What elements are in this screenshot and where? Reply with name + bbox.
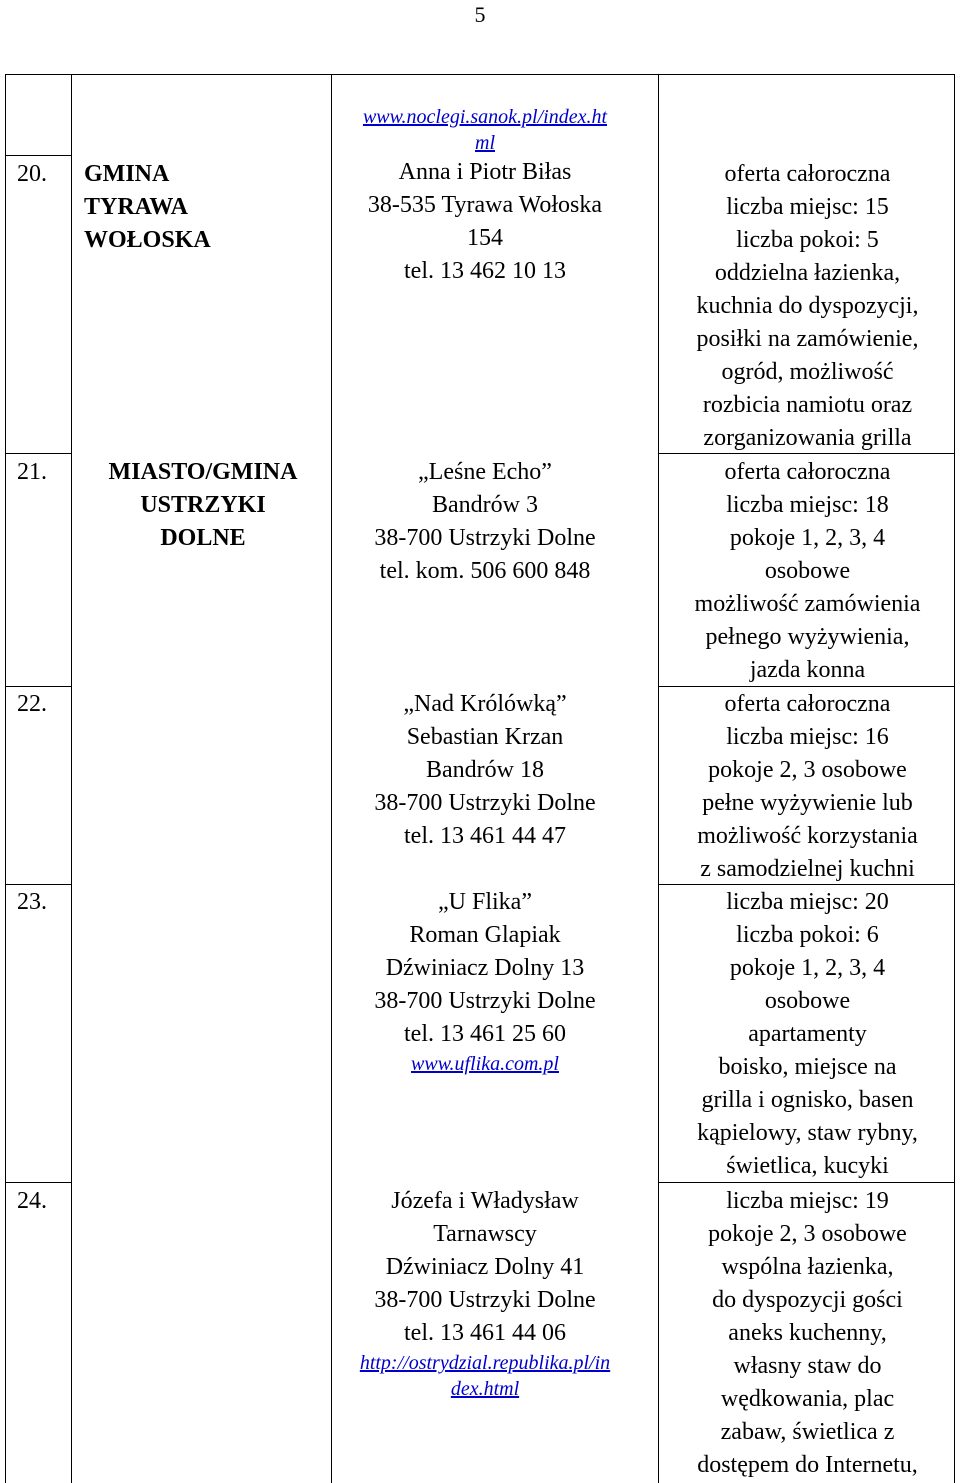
accommodation-address-21 xyxy=(325,456,645,588)
municipality-name-line: USTRZYKI xyxy=(140,492,266,518)
address-line: tel. 13 462 10 13 xyxy=(404,258,566,284)
description-line: liczba miejsc: 19 xyxy=(726,1188,889,1214)
description-line: oferta całoroczna xyxy=(724,459,891,485)
municipality-name-line: DOLNE xyxy=(160,525,246,551)
offer-description-20 xyxy=(665,158,950,455)
row-divider-20-top xyxy=(5,155,71,156)
description-line: zabaw, świetlica z xyxy=(720,1419,895,1445)
description-line: liczba miejsc: 20 xyxy=(726,889,889,915)
description-line: możliwość zamówienia xyxy=(694,591,921,617)
description-line: oddzielna łazienka, xyxy=(714,260,901,286)
description-line: posiłki na zamówienie, xyxy=(696,326,919,352)
description-line: liczba miejsc: 18 xyxy=(726,492,889,518)
municipality-name-tyrawa xyxy=(84,158,211,257)
address-line: Sebastian Krzan xyxy=(406,724,564,750)
description-line: pełne wyżywienie lub xyxy=(702,790,913,816)
description-line: osobowe xyxy=(764,558,851,584)
page-number: 5 xyxy=(474,2,486,27)
description-line: pokoje 1, 2, 3, 4 xyxy=(729,955,886,981)
municipality-name-line: WOŁOSKA xyxy=(84,227,211,253)
address-line: tel. 13 461 44 47 xyxy=(404,823,566,849)
table-border-left xyxy=(5,74,6,1483)
accommodation-address-24 xyxy=(325,1185,645,1402)
description-line: wędkowania, plac xyxy=(720,1386,895,1412)
description-line: do dyspozycji gości xyxy=(712,1287,903,1313)
address-line: Dźwiniacz Dolny 41 xyxy=(385,1254,585,1280)
description-line: oferta całoroczna xyxy=(724,161,891,187)
description-line: apartamenty xyxy=(748,1021,867,1047)
address-line: 38-700 Ustrzyki Dolne xyxy=(374,525,596,551)
address-line: Anna i Piotr Biłas xyxy=(398,159,572,185)
address-line: 38-700 Ustrzyki Dolne xyxy=(374,988,596,1014)
website-link[interactable]: www.noclegi.sanok.pl/index.ht xyxy=(362,106,608,128)
address-line: tel. 13 461 25 60 xyxy=(404,1021,566,1047)
row-number-22: 22. xyxy=(17,691,47,717)
description-line: dostępem do Internetu, xyxy=(697,1452,918,1478)
address-line: Roman Glapiak xyxy=(409,922,561,948)
address-line: Tarnawscy xyxy=(433,1221,537,1247)
description-line: ogród, możliwość xyxy=(721,359,894,385)
description-line: liczba pokoi: 6 xyxy=(736,922,879,948)
address-line: 38-700 Ustrzyki Dolne xyxy=(374,1287,596,1313)
description-line: boisko, miejsce na xyxy=(718,1054,897,1080)
website-link[interactable]: dex.html xyxy=(450,1378,520,1400)
address-line: tel. 13 461 44 06 xyxy=(404,1320,566,1346)
address-line: Dźwiniacz Dolny 13 xyxy=(385,955,585,981)
description-line: pełnego wyżywienia, xyxy=(705,624,910,650)
website-link[interactable]: http://ostrydzial.republika.pl/in xyxy=(359,1352,611,1374)
description-line: pokoje 2, 3 osobowe xyxy=(708,1221,907,1247)
address-line: 154 xyxy=(467,225,503,251)
description-line: możliwość korzystania xyxy=(697,823,918,849)
description-line: pokoje 2, 3 osobowe xyxy=(708,757,907,783)
description-line: jazda konna xyxy=(749,657,866,683)
row-number-21: 21. xyxy=(17,459,47,485)
address-line: 38-535 Tyrawa Wołoska xyxy=(367,192,603,218)
offer-description-23 xyxy=(665,886,950,1183)
address-line: „Leśne Echo” xyxy=(418,459,552,485)
description-line: kuchnia do dyspozycji, xyxy=(696,293,919,319)
row-divider-24 xyxy=(5,1182,71,1183)
column-divider-1 xyxy=(71,74,72,1483)
description-line: osobowe xyxy=(764,988,851,1014)
table-border-top xyxy=(5,74,955,75)
description-line: wspólna łazienka, xyxy=(721,1254,894,1280)
row-number-24: 24. xyxy=(17,1188,47,1214)
description-line: liczba pokoi: 5 xyxy=(736,227,879,253)
address-line: tel. kom. 506 600 848 xyxy=(379,558,591,584)
description-line: grilla i ognisko, basen xyxy=(701,1087,914,1113)
row-number-23: 23. xyxy=(17,889,47,915)
table-border-right xyxy=(954,74,955,1483)
description-line: własny staw do xyxy=(733,1353,882,1379)
description-line: oferta całoroczna xyxy=(724,691,891,717)
address-line: „U Flika” xyxy=(438,889,532,915)
row-divider-22 xyxy=(5,686,71,687)
municipality-name-line: TYRAWA xyxy=(84,194,189,220)
column-divider-3 xyxy=(658,74,659,1483)
description-line: pokoje 1, 2, 3, 4 xyxy=(729,525,886,551)
description-line: z samodzielnej kuchni xyxy=(700,856,915,882)
address-line: „Nad Królówką” xyxy=(403,691,567,717)
accommodation-address-20 xyxy=(325,104,645,288)
address-line: 38-700 Ustrzyki Dolne xyxy=(374,790,596,816)
accommodation-address-23 xyxy=(325,886,645,1077)
row-divider-21 xyxy=(5,453,71,454)
offer-description-24 xyxy=(665,1185,950,1482)
row-number-20: 20. xyxy=(17,161,47,187)
municipality-name-line: MIASTO/GMINA xyxy=(108,459,298,485)
address-line: Bandrów 18 xyxy=(426,757,544,783)
municipality-name-ustrzyki xyxy=(78,456,328,555)
accommodation-address-22 xyxy=(325,688,645,853)
description-line: liczba miejsc: 15 xyxy=(726,194,889,220)
address-line: Józefa i Władysław xyxy=(391,1188,579,1214)
description-line: rozbicia namiotu oraz xyxy=(702,392,913,418)
website-link[interactable]: www.uflika.com.pl xyxy=(411,1053,559,1075)
municipality-name-line: GMINA xyxy=(84,161,170,187)
offer-description-22 xyxy=(665,688,950,886)
description-line: świetlica, kucyki xyxy=(726,1153,889,1179)
website-link[interactable]: ml xyxy=(475,132,495,154)
row-divider-23 xyxy=(5,884,71,885)
address-line: Bandrów 3 xyxy=(432,492,538,518)
description-line: liczba miejsc: 16 xyxy=(726,724,889,750)
offer-description-21 xyxy=(665,456,950,687)
description-line: kąpielowy, staw rybny, xyxy=(697,1120,918,1146)
description-line: aneks kuchenny, xyxy=(728,1320,887,1346)
description-line: zorganizowania grilla xyxy=(703,425,912,451)
